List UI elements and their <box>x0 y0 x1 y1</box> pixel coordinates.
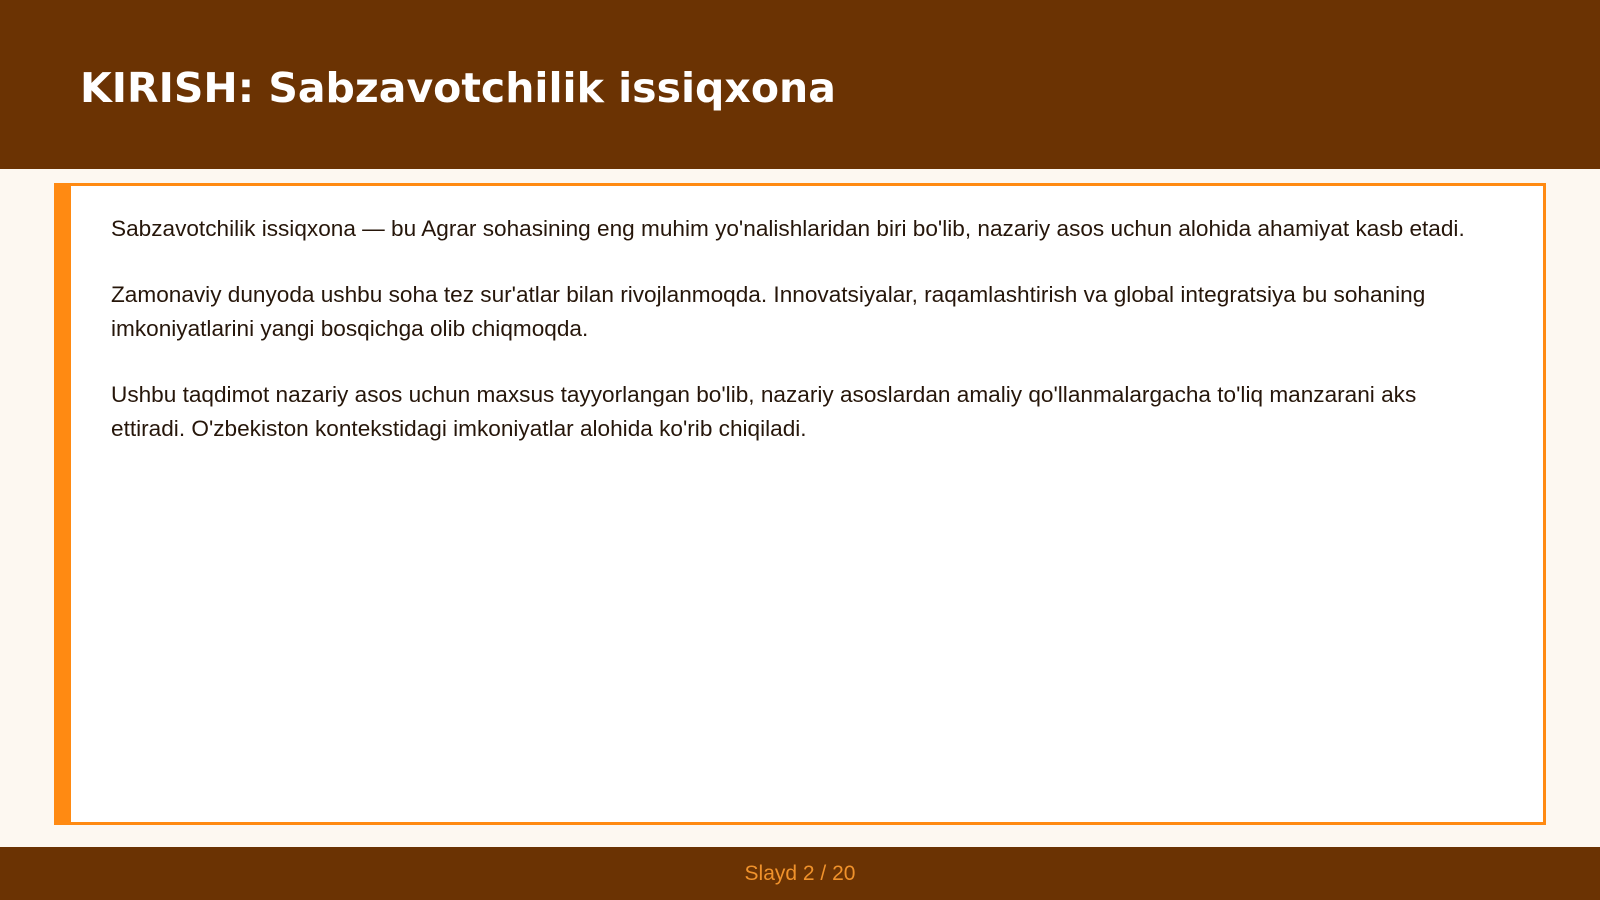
intro-paragraph: Sabzavotchilik issiqxona — bu Agrar sohasining eng muhim yo'nalishlaridan biri bo'lib, nazariy asos uchun alohida ahamiyat kasb etadi. <box>111 216 1465 241</box>
slide-footer <box>0 847 1600 900</box>
slide-header <box>0 0 1600 169</box>
purpose-paragraph: Ushbu taqdimot nazariy asos uchun maxsus tayyorlangan bo'lib, nazariy asoslardan amaliy qo'llanmalargacha to'liq manzarani aks ettiradi. O'zbekiston kontekstidagi imkoniyatlar alohida ko'rib chiqiladi. <box>111 382 1417 441</box>
content-card <box>54 183 1546 825</box>
slide-counter: Slayd 2 / 20 <box>744 862 856 885</box>
development-paragraph: Zamonaviy dunyoda ushbu soha tez sur'atlar bilan rivojlanmoqda. Innovatsiyalar, raqamlashtirish va global integratsiya bu sohaning imkoniyatlarini yangi bosqichga olib chiqmoqda. <box>111 282 1426 341</box>
slide-title: KIRISH: Sabzavotchilik issiqxona <box>80 64 836 112</box>
content-body <box>111 212 1491 478</box>
